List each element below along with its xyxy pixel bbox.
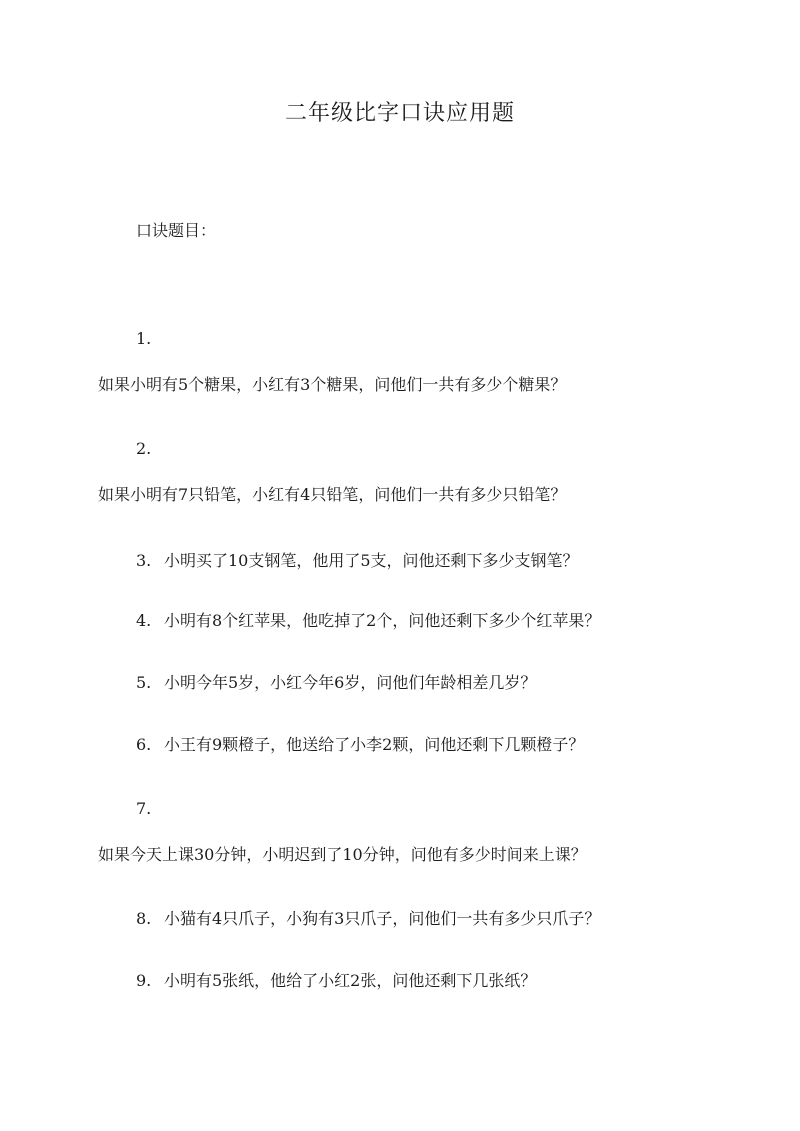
question-4-text: 小明有8个红苹果，他吃掉了2个，问他还剩下多少个红苹果？: [164, 611, 601, 630]
question-9: [136, 968, 536, 994]
question-5-number: 5.: [136, 673, 152, 692]
question-1-text: 如果小明有5个糖果，小红有3个糖果，问他们一共有多少个糖果？: [98, 375, 567, 394]
question-9-text: 小明有5张纸，他给了小红2张，问他还剩下几张纸？: [164, 971, 537, 990]
question-4-number: 4.: [136, 611, 152, 630]
question-3-text: 小明买了10支钢笔，他用了5支，问他还剩下多少支钢笔？: [164, 551, 579, 570]
question-5: [136, 670, 536, 696]
question-9-number: 9.: [136, 971, 152, 990]
question-8-number: 8.: [136, 909, 152, 928]
question-7-text: 如果今天上课30分钟，小明迟到了10分钟，问他有多少时间来上课？: [98, 845, 587, 864]
question-4: [136, 608, 600, 634]
question-2-number: 2.: [136, 439, 152, 458]
question-6-text: 小王有9颗橙子，他送给了小李2颗，问他还剩下几颗橙子？: [164, 735, 585, 754]
section-label: 口诀题目：: [136, 221, 217, 240]
question-1-number: 1.: [136, 329, 152, 348]
question-3: [136, 548, 579, 574]
question-6-number: 6.: [136, 735, 152, 754]
question-5-text: 小明今年5岁，小红今年6岁，问他们年龄相差几岁？: [164, 673, 537, 692]
question-7-number: 7.: [136, 799, 152, 818]
question-2-text: 如果小明有7只铅笔，小红有4只铅笔，问他们一共有多少只铅笔？: [98, 485, 567, 504]
page-title: 二年级比字口诀应用题: [284, 101, 515, 126]
question-3-number: 3.: [136, 551, 152, 570]
question-8: [136, 906, 600, 932]
question-8-text: 小猫有4只爪子，小狗有3只爪子，问他们一共有多少只爪子？: [164, 909, 601, 928]
question-6: [136, 732, 584, 758]
